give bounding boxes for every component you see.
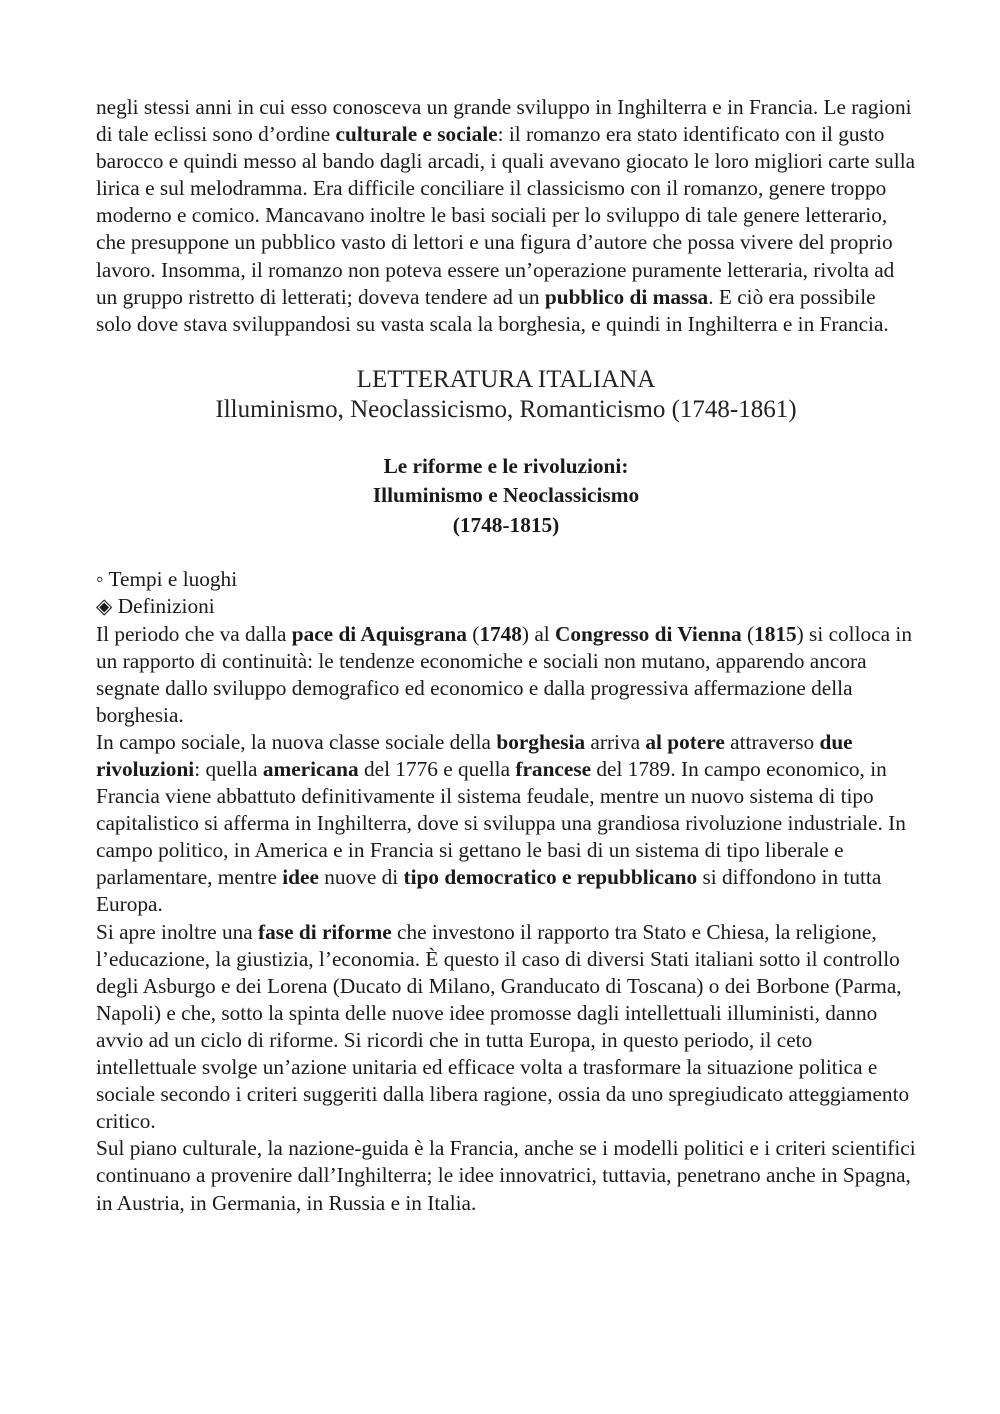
text-run: nuove di: [318, 865, 404, 890]
bold-text: 1815: [754, 621, 797, 646]
bold-text: pace di Aquisgrana: [291, 621, 467, 646]
text-run: si diffondono in tutta Europa.: [96, 865, 882, 917]
text-run: (: [466, 621, 480, 646]
text-run: arriva: [585, 729, 646, 754]
bold-text: americana: [262, 757, 359, 781]
text-run: Sul piano culturale, la nazione-guida è la Francia, anche se i modelli politici e i criteri scientifici continuano a provenire dall’Inghilterra; le idee innovatrici, tuttavia, penetrano anche in Spagna, in Austria, in Germania, in Russia e in Italia.: [96, 1136, 916, 1215]
section-subtitle: Illuminismo, Neoclassicismo, Romanticismo (1748-1861): [215, 395, 797, 423]
bold-text: 1748: [479, 621, 522, 646]
paragraph-campo-sociale: [96, 729, 916, 919]
bold-text: borghesia: [496, 729, 586, 754]
text-run: Il periodo che va dalla: [96, 621, 292, 646]
text-run: attraverso: [724, 729, 820, 754]
bold-text: pubblico di massa: [544, 284, 709, 309]
text-run: del 1776 e quella: [358, 757, 516, 781]
intro-paragraph: [96, 94, 916, 338]
bold-text: culturale e sociale: [335, 122, 498, 147]
chapter-title-line3: (1748-1815): [452, 512, 560, 537]
bold-text: fase di riforme: [258, 919, 392, 944]
text-run: ) si colloca in un rapporto di continuità: le tendenze economiche e sociali non mutano, apparendo ancora segnate dallo sviluppo demografico ed economico e dalla progressiva affermazione della borghesia.: [96, 621, 912, 727]
bold-text: due rivoluzioni: [96, 729, 853, 781]
chapter-title-line2: Illuminismo e Neoclassicismo: [372, 483, 640, 508]
bold-text: Congresso di Vienna: [555, 621, 742, 646]
document-page: [96, 94, 916, 1217]
bold-text: tipo democratico e repubblicano: [403, 865, 698, 890]
paragraph-periodo: [96, 621, 916, 729]
text-run: In campo sociale, la nuova classe sociale della: [96, 729, 497, 754]
text-run: . E ciò era possibile solo dove stava sviluppandosi su vasta scala la borghesia, e quindi in Inghilterra e in Francia.: [96, 284, 889, 336]
text-run: : quella: [194, 757, 263, 781]
text-run: negli stessi anni in cui esso conosceva un grande sviluppo in Inghilterra e in Francia. Le ragioni di tale eclissi sono d’ordine: [96, 95, 912, 147]
text-run: Si apre inoltre una: [96, 919, 259, 944]
bold-text: francese: [515, 757, 592, 781]
bullet-definizioni: ◈ Definizioni: [96, 594, 215, 619]
bullet-tempi-e-luoghi: ◦ Tempi e luoghi: [96, 567, 238, 592]
section-title: LETTERATURA ITALIANA: [356, 365, 656, 393]
text-run: ) al: [521, 621, 556, 646]
text-run: : il romanzo era stato identificato con il gusto barocco e quindi messo al bando dagli arcadi, i quali avevano giocato le loro migliori carte sulla lirica e sul melodramma. Era difficile conciliare il classicismo con il romanzo, genere troppo moderno e comico. Mancavano inoltre le basi sociali per lo sviluppo di tale genere letterario, che presuppone un pubblico vasto di lettori e una figura d’autore che possa vivere del proprio lavoro. Insomma, il romanzo non poteva essere un’operazione puramente letteraria, rivolta ad un gruppo ristretto di letterati; doveva tendere ad un: [96, 122, 916, 309]
bold-text: idee: [282, 865, 319, 890]
text-run: che investono il rapporto tra Stato e Chiesa, la religione, l’educazione, la giustizia, l’economia. È questo il caso di diversi Stati italiani sotto il controllo degli Asburgo e dei Lorena (Ducato di Milano, Granducato di Toscana) o dei Borbone (Parma, Napoli) e che, sotto la spinta delle nuove idee promosse dagli intellettuali illuministi, danno avvio ad un ciclo di riforme. Si ricordi che in tutta Europa, in questo periodo, il ceto intellettuale svolge un’azione unitaria ed efficace volta a trasformare la situazione politica e sociale secondo i criteri suggeriti dalla libera ragione, ossia da uno spregiudicato atteggiamento critico.: [96, 919, 910, 1134]
chapter-title-line1: Le riforme e le rivoluzioni:: [383, 453, 629, 478]
text-run: (: [741, 621, 755, 646]
text-run: del 1789. In campo economico, in Francia viene abbattuto definitivamente il sistema feudale, mentre un nuovo sistema di tipo capitalistico si afferma in Inghilterra, dove si sviluppa una grandiosa rivoluzione industriale. In campo politico, in America e in Francia si gettano le basi di un sistema di tipo liberale e parlamentare, mentre: [96, 757, 906, 890]
paragraph-piano-culturale: [96, 1135, 916, 1216]
bold-text: al potere: [645, 729, 725, 754]
paragraph-riforme: [96, 919, 916, 1136]
